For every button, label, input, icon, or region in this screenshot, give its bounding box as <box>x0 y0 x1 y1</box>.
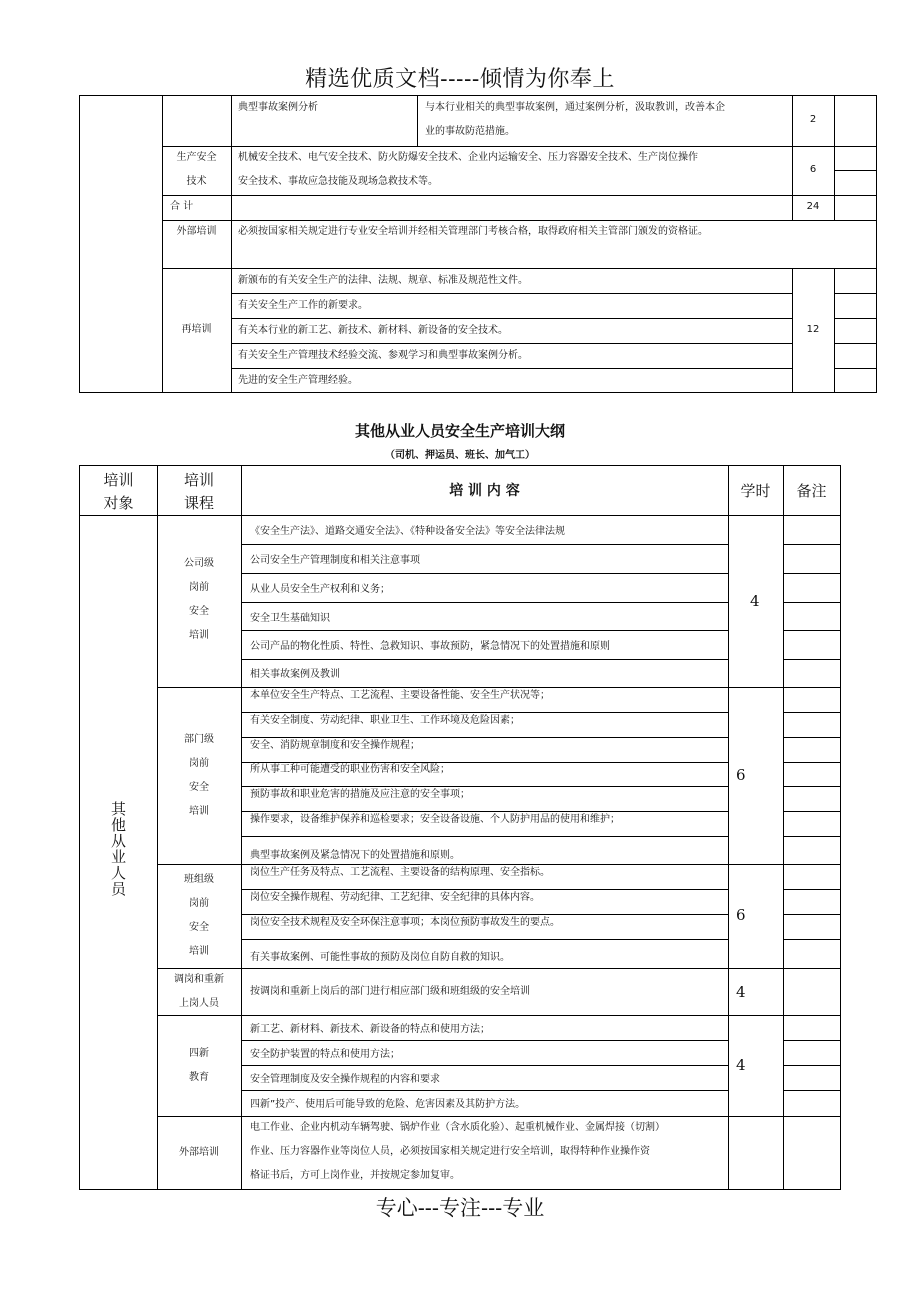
company-item: 公司产品的物化性质、特性、急救知识、事故预防，紧急情况下的处置措施和原则 <box>250 641 610 652</box>
reassign-label: 调岗和重新 <box>174 974 224 985</box>
team-item: 岗位安全操作规程、劳动纪律、工艺纪律、安全纪律的具体内容。 <box>250 892 540 903</box>
reassign-hours: 4 <box>736 983 746 1001</box>
training-table-continued <box>79 95 877 393</box>
team-label: 岗前 <box>189 898 209 909</box>
company-label: 培训 <box>189 630 209 641</box>
company-label: 岗前 <box>189 582 209 593</box>
col-target-line-1: 培训 <box>103 471 134 489</box>
company-hours: 4 <box>750 592 760 610</box>
col-content: 培 训 内 容 <box>449 483 520 499</box>
team-item: 有关事故案例、可能性事故的预防及岗位自防自救的知识。 <box>250 952 510 963</box>
four-new-item: 安全防护装置的特点和使用方法； <box>250 1049 400 1060</box>
reassign-label: 上岗人员 <box>179 998 219 1009</box>
retrain-item: 先进的安全生产管理经验。 <box>238 375 358 386</box>
col-course-line-2: 课程 <box>183 494 214 512</box>
case-content-line-2: 业的事故防范措施。 <box>425 126 515 137</box>
dept-item: 典型事故案例及紧急情况下的处置措施和原则。 <box>250 850 460 861</box>
retrain-item: 新颁布的有关安全生产的法律、法规、规章、标准及规范性文件。 <box>238 275 528 286</box>
case-course: 典型事故案例分析 <box>238 102 318 113</box>
external-training-line: 作业、压力容器作业等岗位人员，必须按国家相关规定进行安全培训，取得特种作业操作资 <box>250 1146 650 1157</box>
company-item: 安全卫生基础知识 <box>250 613 330 624</box>
dept-item: 所从事工种可能遭受的职业伤害和安全风险； <box>250 764 450 775</box>
page-header: 精选优质文档-----倾情为你奉上 <box>305 67 615 92</box>
retrain-item: 有关本行业的新工艺、新技术、新材料、新设备的安全技术。 <box>238 325 508 336</box>
dept-hours: 6 <box>736 766 746 784</box>
four-new-label: 教育 <box>189 1072 209 1083</box>
company-item: 《安全生产法》、道路交通安全法》、《特种设备安全法》等安全法律法规 <box>250 526 565 537</box>
company-item: 公司安全生产管理制度和相关注意事项 <box>250 555 420 566</box>
tech-course-line-1: 生产安全 <box>176 152 217 163</box>
case-hours: 2 <box>809 114 817 125</box>
dept-label: 培训 <box>189 806 209 817</box>
team-label: 班组级 <box>184 874 214 885</box>
external-training-label: 外部培训 <box>179 1147 219 1158</box>
tech-content-line-1: 机械安全技术、电气安全技术、防火防爆安全技术、企业内运输安全、压力容器安全技术、生产岗位操作 <box>238 152 698 163</box>
dept-label: 安全 <box>189 782 209 793</box>
tech-course-line-2: 技术 <box>186 176 207 187</box>
company-item: 从业人员安全生产权利和义务； <box>250 584 390 595</box>
section-subtitle: （司机、押运员、班长、加气工） <box>385 450 535 461</box>
dept-item: 安全、消防规章制度和安全操作规程； <box>250 740 420 751</box>
dept-item: 有关安全制度、劳动纪律、职业卫生、工作环境及危险因素； <box>250 715 520 726</box>
external-training-line: 电工作业、企业内机动车辆驾驶、锅炉作业（含水质化验）、起重机械作业、金属焊接（切割） <box>250 1122 665 1133</box>
external-label: 外部培训 <box>176 226 217 237</box>
company-label: 公司级 <box>184 558 214 569</box>
retrain-hours: 12 <box>806 324 820 335</box>
dept-item: 预防事故和职业危害的措施及应注意的安全事项； <box>250 789 470 800</box>
other-staff-training-table <box>79 465 841 1190</box>
team-item: 岗位生产任务及特点、工艺流程、主要设备的结构原理、安全指标。 <box>250 867 550 878</box>
retrain-item: 有关安全生产工作的新要求。 <box>238 300 368 311</box>
team-label: 培训 <box>189 946 209 957</box>
col-notes: 备注 <box>796 482 827 500</box>
four-new-hours: 4 <box>736 1056 746 1074</box>
dept-label: 岗前 <box>189 758 209 769</box>
dept-item: 操作要求，设备维护保养和巡检要求；安全设备设施、个人防护用品的使用和维护； <box>250 814 620 825</box>
tech-content-line-2: 安全技术、事故应急技能及现场急救技术等。 <box>238 176 438 187</box>
external-training-line: 格证书后，方可上岗作业，并按规定参加复审。 <box>250 1170 460 1181</box>
retrain-item: 有关安全生产管理技术经验交流、参观学习和典型事故案例分析。 <box>238 350 528 361</box>
total-hours: 24 <box>806 201 820 212</box>
retrain-label: 再培训 <box>181 324 212 335</box>
reassign-content: 按调岗和重新上岗后的部门进行相应部门级和班组级的安全培训 <box>250 986 530 997</box>
external-content: 必须按国家相关规定进行专业安全培训并经相关管理部门考核合格，取得政府相关主管部门颁发的资格证。 <box>238 226 708 237</box>
total-label: 合 计 <box>170 201 194 212</box>
section-title: 其他从业人员安全生产培训大纲 <box>354 422 565 440</box>
four-new-label: 四新 <box>189 1048 209 1059</box>
team-item: 岗位安全技术规程及安全环保注意事项；本岗位预防事故发生的要点。 <box>250 917 560 928</box>
case-content-line-1: 与本行业相关的典型事故案例，通过案例分析，汲取教训，改善本企 <box>425 102 725 113</box>
page-footer: 专心---专注---专业 <box>375 1196 545 1220</box>
team-hours: 6 <box>736 906 746 924</box>
team-label: 安全 <box>189 922 209 933</box>
target-group: 其他从业人员 <box>109 801 127 897</box>
dept-label: 部门级 <box>184 734 214 745</box>
four-new-item: 新工艺、新材料、新技术、新设备的特点和使用方法； <box>250 1024 490 1035</box>
four-new-item: 安全管理制度及安全操作规程的内容和要求 <box>250 1074 440 1085</box>
col-course-line-1: 培训 <box>183 471 214 489</box>
four-new-item: 四新”投产、使用后可能导致的危险、危害因素及其防护方法。 <box>250 1099 526 1110</box>
dept-item: 本单位安全生产特点、工艺流程、主要设备性能、安全生产状况等； <box>250 690 550 701</box>
col-hours: 学时 <box>740 482 771 500</box>
col-target-line-2: 对象 <box>103 494 134 512</box>
company-label: 安全 <box>189 606 209 617</box>
tech-hours: 6 <box>809 164 817 175</box>
company-item: 相关事故案例及教训 <box>250 669 340 680</box>
